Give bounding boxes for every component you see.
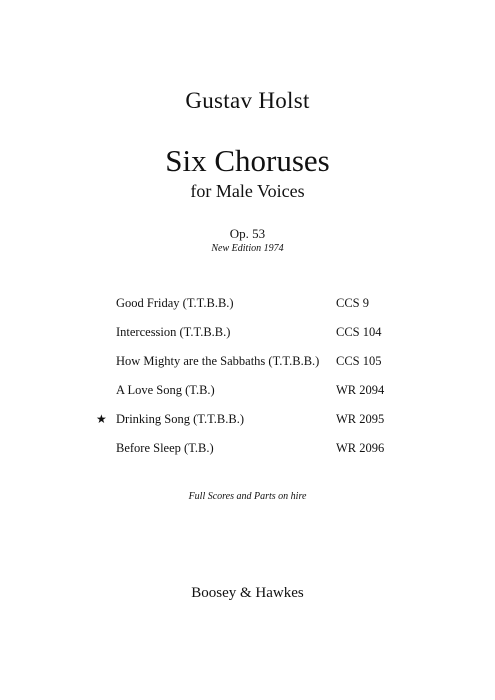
catalogue-code: CCS 105 [336, 354, 382, 368]
publisher-name: Boosey & Hawkes [191, 585, 304, 601]
catalogue-code: CCS 9 [336, 296, 370, 310]
contents-row [0, 296, 495, 325]
contents-row [0, 354, 495, 383]
piece-title: How Mighty are the Sabbaths (T.T.B.B.) [116, 354, 320, 368]
piece-title: Intercession (T.T.B.B.) [116, 325, 231, 339]
contents-row [0, 441, 495, 470]
piece-title: Drinking Song (T.T.B.B.) [116, 412, 245, 426]
composer-name: Gustav Holst [185, 88, 310, 113]
edition-note: New Edition 1974 [211, 243, 284, 254]
piece-title: A Love Song (T.B.) [116, 383, 215, 397]
opus-number: Op. 53 [229, 226, 266, 241]
contents-row [0, 325, 495, 354]
contents-row [0, 412, 495, 441]
catalogue-code: CCS 104 [336, 325, 382, 339]
contents-row [0, 383, 495, 412]
hire-note: Full Scores and Parts on hire [188, 491, 307, 502]
catalogue-code: WR 2095 [336, 412, 385, 426]
piece-title: Before Sleep (T.B.) [116, 441, 214, 455]
catalogue-code: WR 2094 [336, 383, 385, 397]
piece-title: Good Friday (T.T.B.B.) [116, 296, 234, 310]
work-subtitle: for Male Voices [190, 181, 305, 201]
work-title: Six Choruses [165, 143, 330, 178]
contents-list [0, 296, 495, 470]
star-icon: ★ [96, 412, 107, 426]
catalogue-code: WR 2096 [336, 441, 385, 455]
